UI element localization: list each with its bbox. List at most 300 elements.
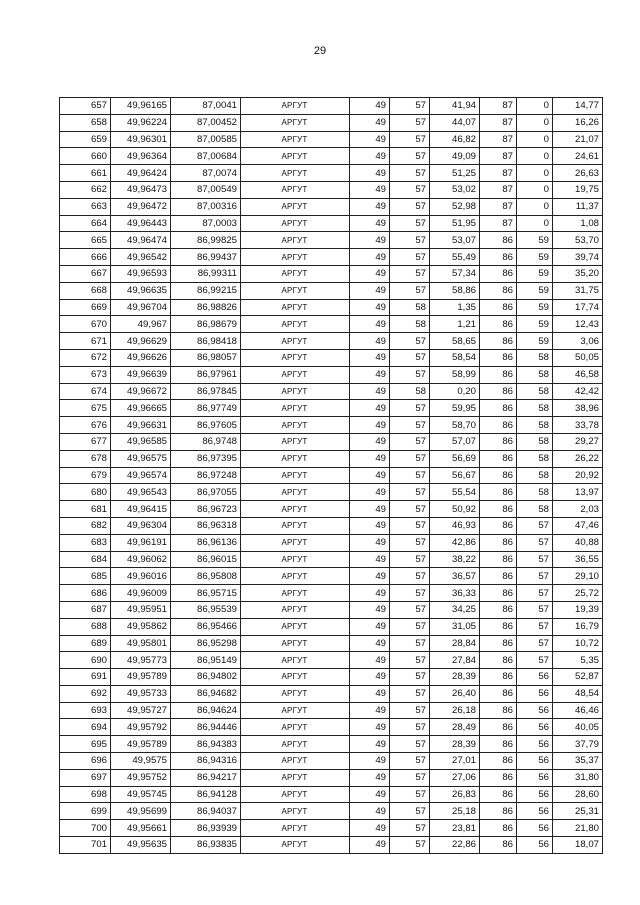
latitude-decimal-cell: 49,96639 bbox=[111, 366, 171, 383]
longitude-decimal-cell: 86,93835 bbox=[171, 837, 241, 854]
point-number-cell: 665 bbox=[60, 232, 111, 249]
lon-degrees-cell: 87 bbox=[480, 215, 517, 232]
longitude-decimal-cell: 86,99437 bbox=[171, 249, 241, 266]
point-number-cell: 679 bbox=[60, 467, 111, 484]
lon-degrees-cell: 86 bbox=[480, 265, 517, 282]
lat-seconds-cell: 57,34 bbox=[430, 265, 480, 282]
lon-minutes-cell: 57 bbox=[517, 601, 553, 618]
lat-seconds-cell: 1,35 bbox=[430, 299, 480, 316]
lat-degrees-cell: 49 bbox=[350, 450, 390, 467]
lat-minutes-cell: 57 bbox=[390, 131, 430, 148]
table-row bbox=[60, 249, 603, 266]
point-number-cell: 671 bbox=[60, 333, 111, 350]
lon-seconds-cell: 42,42 bbox=[553, 383, 603, 400]
lat-degrees-cell: 49 bbox=[350, 383, 390, 400]
lat-degrees-cell: 49 bbox=[350, 98, 390, 115]
lon-minutes-cell: 58 bbox=[517, 501, 553, 518]
point-number-cell: 698 bbox=[60, 786, 111, 803]
lat-degrees-cell: 49 bbox=[350, 333, 390, 350]
lat-seconds-cell: 59,95 bbox=[430, 400, 480, 417]
lat-seconds-cell: 50,92 bbox=[430, 501, 480, 518]
lat-seconds-cell: 34,25 bbox=[430, 601, 480, 618]
point-number-cell: 701 bbox=[60, 837, 111, 854]
lat-minutes-cell: 57 bbox=[390, 803, 430, 820]
object-name-cell: АРГУТ bbox=[241, 198, 350, 215]
lat-minutes-cell: 57 bbox=[390, 450, 430, 467]
lat-degrees-cell: 49 bbox=[350, 568, 390, 585]
lon-minutes-cell: 58 bbox=[517, 417, 553, 434]
lon-seconds-cell: 21,07 bbox=[553, 131, 603, 148]
lon-seconds-cell: 38,96 bbox=[553, 400, 603, 417]
lon-degrees-cell: 86 bbox=[480, 249, 517, 266]
latitude-decimal-cell: 49,95951 bbox=[111, 601, 171, 618]
lat-degrees-cell: 49 bbox=[350, 265, 390, 282]
lat-seconds-cell: 26,83 bbox=[430, 786, 480, 803]
lon-degrees-cell: 86 bbox=[480, 366, 517, 383]
lat-seconds-cell: 28,39 bbox=[430, 669, 480, 686]
point-number-cell: 693 bbox=[60, 702, 111, 719]
object-name-cell: АРГУТ bbox=[241, 165, 350, 182]
object-name-cell: АРГУТ bbox=[241, 635, 350, 652]
point-number-cell: 680 bbox=[60, 484, 111, 501]
object-name-cell: АРГУТ bbox=[241, 719, 350, 736]
lat-degrees-cell: 49 bbox=[350, 232, 390, 249]
latitude-decimal-cell: 49,96304 bbox=[111, 517, 171, 534]
lat-seconds-cell: 58,65 bbox=[430, 333, 480, 350]
table-row bbox=[60, 299, 603, 316]
lat-seconds-cell: 46,93 bbox=[430, 517, 480, 534]
lat-degrees-cell: 49 bbox=[350, 131, 390, 148]
lat-minutes-cell: 57 bbox=[390, 517, 430, 534]
longitude-decimal-cell: 86,95715 bbox=[171, 585, 241, 602]
lon-degrees-cell: 86 bbox=[480, 299, 517, 316]
lon-degrees-cell: 87 bbox=[480, 165, 517, 182]
object-name-cell: АРГУТ bbox=[241, 534, 350, 551]
lat-minutes-cell: 57 bbox=[390, 417, 430, 434]
latitude-decimal-cell: 49,96473 bbox=[111, 181, 171, 198]
object-name-cell: АРГУТ bbox=[241, 265, 350, 282]
longitude-decimal-cell: 86,96015 bbox=[171, 551, 241, 568]
lon-seconds-cell: 16,26 bbox=[553, 114, 603, 131]
lat-minutes-cell: 57 bbox=[390, 719, 430, 736]
lon-minutes-cell: 59 bbox=[517, 333, 553, 350]
lon-seconds-cell: 5,35 bbox=[553, 652, 603, 669]
point-number-cell: 682 bbox=[60, 517, 111, 534]
lat-seconds-cell: 27,84 bbox=[430, 652, 480, 669]
longitude-decimal-cell: 86,95298 bbox=[171, 635, 241, 652]
object-name-cell: АРГУТ bbox=[241, 551, 350, 568]
lat-seconds-cell: 38,22 bbox=[430, 551, 480, 568]
longitude-decimal-cell: 87,00316 bbox=[171, 198, 241, 215]
lon-seconds-cell: 19,75 bbox=[553, 181, 603, 198]
lon-minutes-cell: 0 bbox=[517, 215, 553, 232]
lat-degrees-cell: 49 bbox=[350, 786, 390, 803]
lat-degrees-cell: 49 bbox=[350, 803, 390, 820]
table-row bbox=[60, 400, 603, 417]
lon-degrees-cell: 86 bbox=[480, 484, 517, 501]
lon-degrees-cell: 86 bbox=[480, 753, 517, 770]
lon-seconds-cell: 35,20 bbox=[553, 265, 603, 282]
lon-seconds-cell: 17,74 bbox=[553, 299, 603, 316]
lat-degrees-cell: 49 bbox=[350, 820, 390, 837]
object-name-cell: АРГУТ bbox=[241, 769, 350, 786]
lon-seconds-cell: 14,77 bbox=[553, 98, 603, 115]
lat-seconds-cell: 36,57 bbox=[430, 568, 480, 585]
table-row bbox=[60, 98, 603, 115]
lon-degrees-cell: 86 bbox=[480, 669, 517, 686]
lon-seconds-cell: 46,58 bbox=[553, 366, 603, 383]
table-row bbox=[60, 148, 603, 165]
lon-seconds-cell: 36,55 bbox=[553, 551, 603, 568]
lon-seconds-cell: 2,03 bbox=[553, 501, 603, 518]
latitude-decimal-cell: 49,96635 bbox=[111, 282, 171, 299]
table-row bbox=[60, 736, 603, 753]
lat-minutes-cell: 57 bbox=[390, 786, 430, 803]
latitude-decimal-cell: 49,96062 bbox=[111, 551, 171, 568]
point-number-cell: 692 bbox=[60, 685, 111, 702]
lon-minutes-cell: 56 bbox=[517, 837, 553, 854]
lon-seconds-cell: 47,46 bbox=[553, 517, 603, 534]
point-number-cell: 691 bbox=[60, 669, 111, 686]
lat-minutes-cell: 57 bbox=[390, 181, 430, 198]
table-row bbox=[60, 282, 603, 299]
lat-seconds-cell: 55,54 bbox=[430, 484, 480, 501]
longitude-decimal-cell: 86,99215 bbox=[171, 282, 241, 299]
lon-minutes-cell: 57 bbox=[517, 551, 553, 568]
point-number-cell: 667 bbox=[60, 265, 111, 282]
lon-minutes-cell: 58 bbox=[517, 484, 553, 501]
lat-seconds-cell: 53,07 bbox=[430, 232, 480, 249]
lon-minutes-cell: 0 bbox=[517, 165, 553, 182]
lon-seconds-cell: 26,63 bbox=[553, 165, 603, 182]
lat-seconds-cell: 22,86 bbox=[430, 837, 480, 854]
lat-minutes-cell: 57 bbox=[390, 215, 430, 232]
object-name-cell: АРГУТ bbox=[241, 316, 350, 333]
object-name-cell: АРГУТ bbox=[241, 433, 350, 450]
object-name-cell: АРГУТ bbox=[241, 685, 350, 702]
lat-degrees-cell: 49 bbox=[350, 618, 390, 635]
lon-degrees-cell: 86 bbox=[480, 719, 517, 736]
lon-degrees-cell: 86 bbox=[480, 568, 517, 585]
lat-minutes-cell: 57 bbox=[390, 366, 430, 383]
lon-minutes-cell: 56 bbox=[517, 719, 553, 736]
lon-minutes-cell: 58 bbox=[517, 383, 553, 400]
lon-degrees-cell: 87 bbox=[480, 131, 517, 148]
longitude-decimal-cell: 86,9748 bbox=[171, 433, 241, 450]
point-number-cell: 663 bbox=[60, 198, 111, 215]
table-row bbox=[60, 333, 603, 350]
lat-degrees-cell: 49 bbox=[350, 501, 390, 518]
lon-minutes-cell: 56 bbox=[517, 669, 553, 686]
lon-minutes-cell: 58 bbox=[517, 400, 553, 417]
table-row bbox=[60, 165, 603, 182]
lat-minutes-cell: 58 bbox=[390, 383, 430, 400]
table-row bbox=[60, 585, 603, 602]
lon-seconds-cell: 29,27 bbox=[553, 433, 603, 450]
object-name-cell: АРГУТ bbox=[241, 820, 350, 837]
point-number-cell: 674 bbox=[60, 383, 111, 400]
lat-minutes-cell: 57 bbox=[390, 484, 430, 501]
longitude-decimal-cell: 87,00684 bbox=[171, 148, 241, 165]
lat-minutes-cell: 58 bbox=[390, 316, 430, 333]
point-number-cell: 672 bbox=[60, 349, 111, 366]
latitude-decimal-cell: 49,95661 bbox=[111, 820, 171, 837]
lon-degrees-cell: 86 bbox=[480, 383, 517, 400]
page-number: 29 bbox=[313, 45, 327, 57]
lat-seconds-cell: 36,33 bbox=[430, 585, 480, 602]
lon-seconds-cell: 1,08 bbox=[553, 215, 603, 232]
lat-seconds-cell: 44,07 bbox=[430, 114, 480, 131]
lat-seconds-cell: 51,95 bbox=[430, 215, 480, 232]
longitude-decimal-cell: 86,96723 bbox=[171, 501, 241, 518]
lat-minutes-cell: 57 bbox=[390, 265, 430, 282]
lon-minutes-cell: 59 bbox=[517, 265, 553, 282]
longitude-decimal-cell: 87,0074 bbox=[171, 165, 241, 182]
lon-degrees-cell: 86 bbox=[480, 551, 517, 568]
table-row bbox=[60, 769, 603, 786]
table-row bbox=[60, 181, 603, 198]
lon-seconds-cell: 19,39 bbox=[553, 601, 603, 618]
lon-minutes-cell: 0 bbox=[517, 181, 553, 198]
lon-minutes-cell: 56 bbox=[517, 753, 553, 770]
lat-minutes-cell: 57 bbox=[390, 114, 430, 131]
lon-minutes-cell: 57 bbox=[517, 635, 553, 652]
lon-minutes-cell: 0 bbox=[517, 114, 553, 131]
object-name-cell: АРГУТ bbox=[241, 400, 350, 417]
lat-minutes-cell: 57 bbox=[390, 282, 430, 299]
lat-minutes-cell: 57 bbox=[390, 98, 430, 115]
lon-degrees-cell: 86 bbox=[480, 232, 517, 249]
lon-degrees-cell: 86 bbox=[480, 316, 517, 333]
lon-degrees-cell: 87 bbox=[480, 181, 517, 198]
lon-degrees-cell: 87 bbox=[480, 114, 517, 131]
lat-minutes-cell: 57 bbox=[390, 249, 430, 266]
lat-degrees-cell: 49 bbox=[350, 837, 390, 854]
lon-minutes-cell: 56 bbox=[517, 685, 553, 702]
object-name-cell: АРГУТ bbox=[241, 417, 350, 434]
lon-degrees-cell: 86 bbox=[480, 534, 517, 551]
lon-degrees-cell: 86 bbox=[480, 433, 517, 450]
table-row bbox=[60, 820, 603, 837]
latitude-decimal-cell: 49,96593 bbox=[111, 265, 171, 282]
point-number-cell: 678 bbox=[60, 450, 111, 467]
lat-degrees-cell: 49 bbox=[350, 181, 390, 198]
longitude-decimal-cell: 86,98826 bbox=[171, 299, 241, 316]
lon-minutes-cell: 57 bbox=[517, 517, 553, 534]
latitude-decimal-cell: 49,96364 bbox=[111, 148, 171, 165]
lat-seconds-cell: 58,70 bbox=[430, 417, 480, 434]
lon-minutes-cell: 59 bbox=[517, 282, 553, 299]
longitude-decimal-cell: 87,0003 bbox=[171, 215, 241, 232]
lon-seconds-cell: 20,92 bbox=[553, 467, 603, 484]
lat-degrees-cell: 49 bbox=[350, 282, 390, 299]
lon-degrees-cell: 87 bbox=[480, 148, 517, 165]
table-row bbox=[60, 198, 603, 215]
lat-degrees-cell: 49 bbox=[350, 736, 390, 753]
table-row bbox=[60, 568, 603, 585]
table-body bbox=[60, 98, 603, 854]
lon-degrees-cell: 86 bbox=[480, 618, 517, 635]
coordinates-table bbox=[59, 97, 603, 854]
table-row bbox=[60, 433, 603, 450]
latitude-decimal-cell: 49,95862 bbox=[111, 618, 171, 635]
longitude-decimal-cell: 86,96136 bbox=[171, 534, 241, 551]
lat-minutes-cell: 57 bbox=[390, 433, 430, 450]
object-name-cell: АРГУТ bbox=[241, 467, 350, 484]
lon-minutes-cell: 58 bbox=[517, 450, 553, 467]
lon-seconds-cell: 10,72 bbox=[553, 635, 603, 652]
lon-degrees-cell: 87 bbox=[480, 198, 517, 215]
object-name-cell: АРГУТ bbox=[241, 736, 350, 753]
table-row bbox=[60, 635, 603, 652]
table-row bbox=[60, 753, 603, 770]
lon-seconds-cell: 16,79 bbox=[553, 618, 603, 635]
table-row bbox=[60, 517, 603, 534]
lat-seconds-cell: 23,81 bbox=[430, 820, 480, 837]
table-row bbox=[60, 484, 603, 501]
lon-degrees-cell: 87 bbox=[480, 98, 517, 115]
lon-seconds-cell: 40,88 bbox=[553, 534, 603, 551]
longitude-decimal-cell: 86,94037 bbox=[171, 803, 241, 820]
table-row bbox=[60, 702, 603, 719]
object-name-cell: АРГУТ bbox=[241, 618, 350, 635]
lon-minutes-cell: 56 bbox=[517, 736, 553, 753]
object-name-cell: АРГУТ bbox=[241, 786, 350, 803]
object-name-cell: АРГУТ bbox=[241, 131, 350, 148]
table-row bbox=[60, 467, 603, 484]
lon-degrees-cell: 86 bbox=[480, 685, 517, 702]
lat-degrees-cell: 49 bbox=[350, 652, 390, 669]
object-name-cell: АРГУТ bbox=[241, 98, 350, 115]
longitude-decimal-cell: 86,94802 bbox=[171, 669, 241, 686]
latitude-decimal-cell: 49,95752 bbox=[111, 769, 171, 786]
lon-degrees-cell: 86 bbox=[480, 501, 517, 518]
lat-minutes-cell: 57 bbox=[390, 534, 430, 551]
lon-seconds-cell: 50,05 bbox=[553, 349, 603, 366]
object-name-cell: АРГУТ bbox=[241, 299, 350, 316]
longitude-decimal-cell: 86,98679 bbox=[171, 316, 241, 333]
lat-seconds-cell: 26,18 bbox=[430, 702, 480, 719]
lon-seconds-cell: 3,06 bbox=[553, 333, 603, 350]
lon-minutes-cell: 58 bbox=[517, 366, 553, 383]
lat-seconds-cell: 31,05 bbox=[430, 618, 480, 635]
point-number-cell: 696 bbox=[60, 753, 111, 770]
point-number-cell: 661 bbox=[60, 165, 111, 182]
table-row bbox=[60, 383, 603, 400]
latitude-decimal-cell: 49,96665 bbox=[111, 400, 171, 417]
point-number-cell: 695 bbox=[60, 736, 111, 753]
lon-degrees-cell: 86 bbox=[480, 769, 517, 786]
lon-seconds-cell: 21,80 bbox=[553, 820, 603, 837]
lat-degrees-cell: 49 bbox=[350, 467, 390, 484]
lon-minutes-cell: 0 bbox=[517, 131, 553, 148]
latitude-decimal-cell: 49,96575 bbox=[111, 450, 171, 467]
point-number-cell: 686 bbox=[60, 585, 111, 602]
lat-minutes-cell: 57 bbox=[390, 736, 430, 753]
lon-seconds-cell: 35,37 bbox=[553, 753, 603, 770]
latitude-decimal-cell: 49,96009 bbox=[111, 585, 171, 602]
lat-seconds-cell: 58,99 bbox=[430, 366, 480, 383]
object-name-cell: АРГУТ bbox=[241, 601, 350, 618]
lon-degrees-cell: 86 bbox=[480, 349, 517, 366]
lat-seconds-cell: 51,25 bbox=[430, 165, 480, 182]
lon-minutes-cell: 56 bbox=[517, 803, 553, 820]
point-number-cell: 670 bbox=[60, 316, 111, 333]
lat-seconds-cell: 27,06 bbox=[430, 769, 480, 786]
latitude-decimal-cell: 49,96672 bbox=[111, 383, 171, 400]
table-row bbox=[60, 837, 603, 854]
lat-seconds-cell: 55,49 bbox=[430, 249, 480, 266]
longitude-decimal-cell: 86,97395 bbox=[171, 450, 241, 467]
latitude-decimal-cell: 49,95745 bbox=[111, 786, 171, 803]
lon-degrees-cell: 86 bbox=[480, 702, 517, 719]
lat-degrees-cell: 49 bbox=[350, 702, 390, 719]
object-name-cell: АРГУТ bbox=[241, 181, 350, 198]
latitude-decimal-cell: 49,96191 bbox=[111, 534, 171, 551]
latitude-decimal-cell: 49,96626 bbox=[111, 349, 171, 366]
lon-minutes-cell: 59 bbox=[517, 232, 553, 249]
longitude-decimal-cell: 86,98418 bbox=[171, 333, 241, 350]
lat-degrees-cell: 49 bbox=[350, 484, 390, 501]
table-row bbox=[60, 551, 603, 568]
lat-degrees-cell: 49 bbox=[350, 417, 390, 434]
lon-degrees-cell: 86 bbox=[480, 601, 517, 618]
lat-seconds-cell: 53,02 bbox=[430, 181, 480, 198]
table-row bbox=[60, 366, 603, 383]
lat-minutes-cell: 57 bbox=[390, 467, 430, 484]
point-number-cell: 673 bbox=[60, 366, 111, 383]
lon-minutes-cell: 57 bbox=[517, 585, 553, 602]
lat-degrees-cell: 49 bbox=[350, 433, 390, 450]
longitude-decimal-cell: 86,97055 bbox=[171, 484, 241, 501]
lat-seconds-cell: 25,18 bbox=[430, 803, 480, 820]
lat-degrees-cell: 49 bbox=[350, 299, 390, 316]
longitude-decimal-cell: 86,97248 bbox=[171, 467, 241, 484]
lon-seconds-cell: 39,74 bbox=[553, 249, 603, 266]
lat-minutes-cell: 57 bbox=[390, 820, 430, 837]
lon-minutes-cell: 0 bbox=[517, 98, 553, 115]
longitude-decimal-cell: 86,94316 bbox=[171, 753, 241, 770]
lon-seconds-cell: 28,60 bbox=[553, 786, 603, 803]
object-name-cell: АРГУТ bbox=[241, 652, 350, 669]
lon-degrees-cell: 86 bbox=[480, 400, 517, 417]
latitude-decimal-cell: 49,95792 bbox=[111, 719, 171, 736]
point-number-cell: 685 bbox=[60, 568, 111, 585]
point-number-cell: 690 bbox=[60, 652, 111, 669]
latitude-decimal-cell: 49,96424 bbox=[111, 165, 171, 182]
lon-degrees-cell: 86 bbox=[480, 803, 517, 820]
table-row bbox=[60, 265, 603, 282]
longitude-decimal-cell: 86,94446 bbox=[171, 719, 241, 736]
lon-seconds-cell: 12,43 bbox=[553, 316, 603, 333]
lat-degrees-cell: 49 bbox=[350, 534, 390, 551]
table-row bbox=[60, 803, 603, 820]
longitude-decimal-cell: 87,00585 bbox=[171, 131, 241, 148]
lon-degrees-cell: 86 bbox=[480, 517, 517, 534]
table-row bbox=[60, 114, 603, 131]
lat-degrees-cell: 49 bbox=[350, 400, 390, 417]
lon-seconds-cell: 18,07 bbox=[553, 837, 603, 854]
object-name-cell: АРГУТ bbox=[241, 366, 350, 383]
table-row bbox=[60, 618, 603, 635]
latitude-decimal-cell: 49,96443 bbox=[111, 215, 171, 232]
lon-minutes-cell: 56 bbox=[517, 820, 553, 837]
lat-minutes-cell: 57 bbox=[390, 232, 430, 249]
latitude-decimal-cell: 49,967 bbox=[111, 316, 171, 333]
table-row bbox=[60, 685, 603, 702]
latitude-decimal-cell: 49,96543 bbox=[111, 484, 171, 501]
lon-minutes-cell: 56 bbox=[517, 786, 553, 803]
